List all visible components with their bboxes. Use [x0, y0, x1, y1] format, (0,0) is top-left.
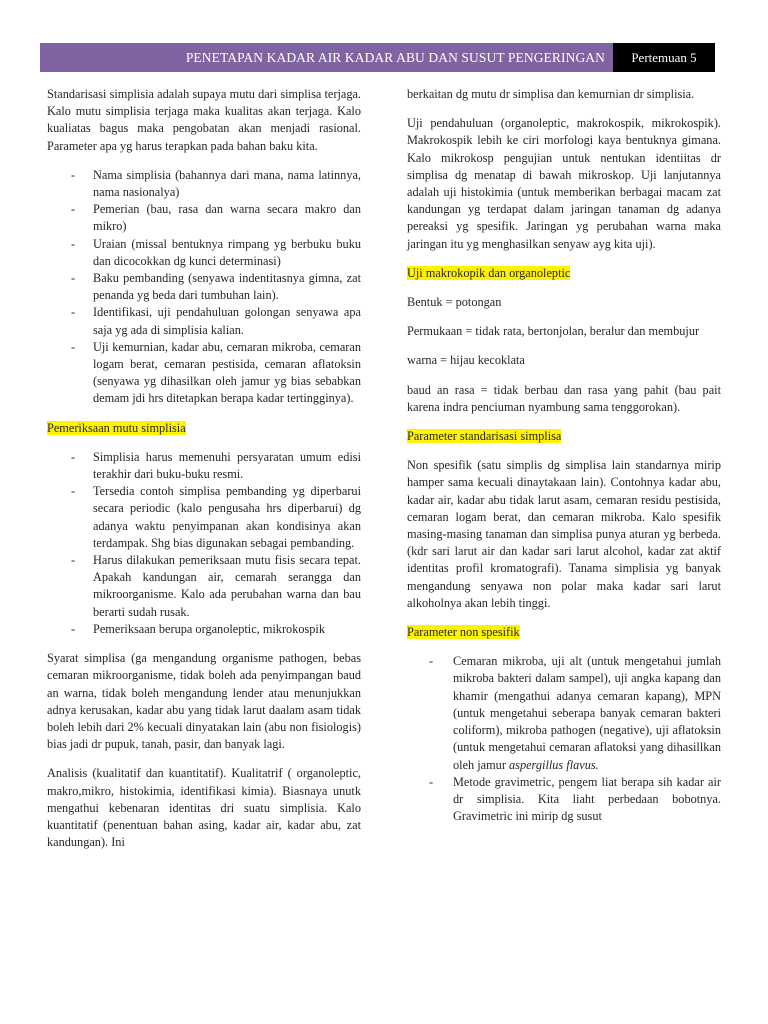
list-item: - Uraian (missal bentuknya rimpang yg berbuku buku dan dicocokkan dg kunci determinasi) — [47, 236, 361, 270]
section-heading — [407, 428, 721, 445]
list-item: - Baku pembanding (senyawa indentitasnya gimna, zat penanda yg beda dari tumbuhan lain). — [47, 270, 361, 304]
list-item: - Harus dilakukan pemeriksaan mutu fisis secara tepat. Apakah kandungan air, cemarah serangga dan mikroorganisme. Kalo ada perubahan warna dan bau berarti sudah rusak. — [47, 552, 361, 621]
list-item: - Metode gravimetric, pengem liat berapa sih kadar air dr simplisia. Kita liaht perbedaan bobotnya. Gravimetric ini mirip dg susut — [407, 774, 721, 826]
list-item: - Uji kemurnian, kadar abu, cemaran mikroba, cemaran logam berat, cemaran pestisida, cemaran aflatoksin (senyawa yg dihasilkan oleh jamur yg bias sebabkan demam jdi hrs ditetapkan berapa kadar tertingginya). — [47, 339, 361, 408]
list-item: - Pemerian (bau, rasa dan warna secara makro dan mikro) — [47, 201, 361, 235]
meeting-label: Pertemuan 5 — [613, 43, 715, 72]
analysis-paragraph: Analisis (kualitatif dan kuantitatif). Kualitatrif ( organoleptic, makro,mikro, histokimia, identifikasi kimia). Biasnaya unutk mengathui kebenaran identitas dri suatu simplisia. Kalo kuantitatif (penentuan bahan asing, kadar air, kadar abu, zat kandungan). Ini — [47, 766, 361, 850]
list-item: - Pemeriksaan berupa organoleptic, mikrokospik — [47, 621, 361, 638]
nonspecific-paragraph: Non spesifik (satu simplis dg simplisa lain standarnya mirip hamper sama kecuali dinaytakaan lain). Contohnya kadar abu, kadar air, kadar abu tidak larut asam, cemaran residu pestisida, cemaran logam berat, dan cemaran mikroba. Kalo spesifik masing-masing tanaman dan simplisa punya aturan yg berbeda. (kdr sari larut air dan kadar sari larut alcohol, kadar zat aktif identitas profil kromatografi). Tanama simplisia yg banyak mengandung senyawa non polar maka kadar sari larut alkoholnya akan lebih tinggi. — [407, 458, 721, 610]
page-header — [40, 43, 715, 72]
surface-line: Permukaan = tidak rata, bertonjolan, beralur dan membujur — [407, 324, 700, 339]
list-item — [407, 653, 721, 773]
section-heading — [47, 420, 361, 437]
quality-check-list — [47, 449, 361, 638]
species-name: aspergillus flavus. — [509, 757, 599, 772]
header-title: PENETAPAN KADAR AIR KADAR ABU DAN SUSUT PENGERINGAN — [40, 43, 613, 72]
requirements-paragraph: Syarat simplisa (ga mengandung organisme pathogen, bebas cemaran mikroorganisme, tidak boleh ada penyimpangan baud an warna, tidak boleh mengandung lender atau menunjukkan adnya kerusakan, kadar abu yang tidak larut daalam asam tidak boleh lebih dari 2% kecuali dinyatakan lain (abu non fisiologis) bias jadi dr pupuk, tanah, pasir, dan banyak lagi. — [47, 651, 361, 752]
list-item: - Identifikasi, uji pendahuluan golongan senyawa apa saja yg ada di simplisia kalian. — [47, 304, 361, 338]
left-column — [47, 86, 361, 863]
list-item: - Nama simplisia (bahannya dari mana, nama latinnya, nama nasionalya) — [47, 167, 361, 201]
shape-line: Bentuk = potongan — [407, 295, 502, 310]
highlighted-heading: Parameter standarisasi simplisa — [407, 429, 562, 444]
intro-paragraph: Standarisasi simplisia adalah supaya mutu dari simplisa terjaga. Kalo mutu simplisia terjaga maka kualitas akan terjaga. Kalo kualiatas bagus maka pengobatan akan menjadi rasional. Parameter apa yg harus terapkan pada bahan baku kita. — [47, 87, 361, 153]
right-column — [407, 86, 721, 837]
preliminary-test-paragraph: Uji pendahuluan (organoleptic, makrokospik, mikrokospik). Makrokospik lebih ke ciri morfologi kaya bentuknya gimana. Kalo mikrokosp pengujian untuk nentukan identiitas dr simplisa dg menatap di bawah mikroskop. Uji lanjutannya adalah uji histokimia (untuk memberikan berbagai macam zat kandungan yg terdapat dalam jaringan tanaman dg adanya pereaksi yg spesifik. Jaringan yg perubahan warna maka jaringan itu yg menghasilkan senyaw ayg kita uji). — [407, 116, 721, 251]
highlighted-heading: Pemeriksaan mutu simplisia — [47, 420, 186, 435]
section-heading — [407, 624, 721, 641]
standard-parameters-list — [47, 167, 361, 408]
list-item: - Tersedia contoh simplisa pembanding yg diperbarui secara periodic (kalo pengusaha hrs diperbarui) dg adanya waktu penyimpanan akan kondisinya akan terdampak. Shg bias digunakan sebagai pembanding. — [47, 483, 361, 552]
list-item-text: Cemaran mikroba, uji alt (untuk mengetahui jumlah mikroba bakteri dalam sampel), uji angka kapang dan khamir (mengathui adanya cemaran kapang), MPN (untuk mengetahui seberapa banyak cemaran bakteri coliform), mikroba pathogen (negative), uji aflatoksin (untuk mengetahui cemaran aflatoksi yang dihasillkan oleh jamur — [453, 654, 721, 772]
smell-taste-line: baud an rasa = tidak berbau dan rasa yang pahit (bau pait karena indra penciuman nyambung sama tenggorokan). — [407, 382, 721, 414]
highlighted-heading: Uji makrokopik dan organoleptic — [407, 265, 571, 280]
highlighted-heading: Parameter non spesifik — [407, 625, 520, 640]
nonspecific-list — [407, 653, 721, 825]
color-line: warna = hijau kecoklata — [407, 353, 525, 368]
section-heading — [407, 265, 721, 282]
list-item: - Simplisia harus memenuhi persyaratan umum edisi terakhir dari buku-buku resmi. — [47, 449, 361, 483]
continued-paragraph: berkaitan dg mutu dr simplisa dan kemurnian dr simplisia. — [407, 87, 695, 101]
